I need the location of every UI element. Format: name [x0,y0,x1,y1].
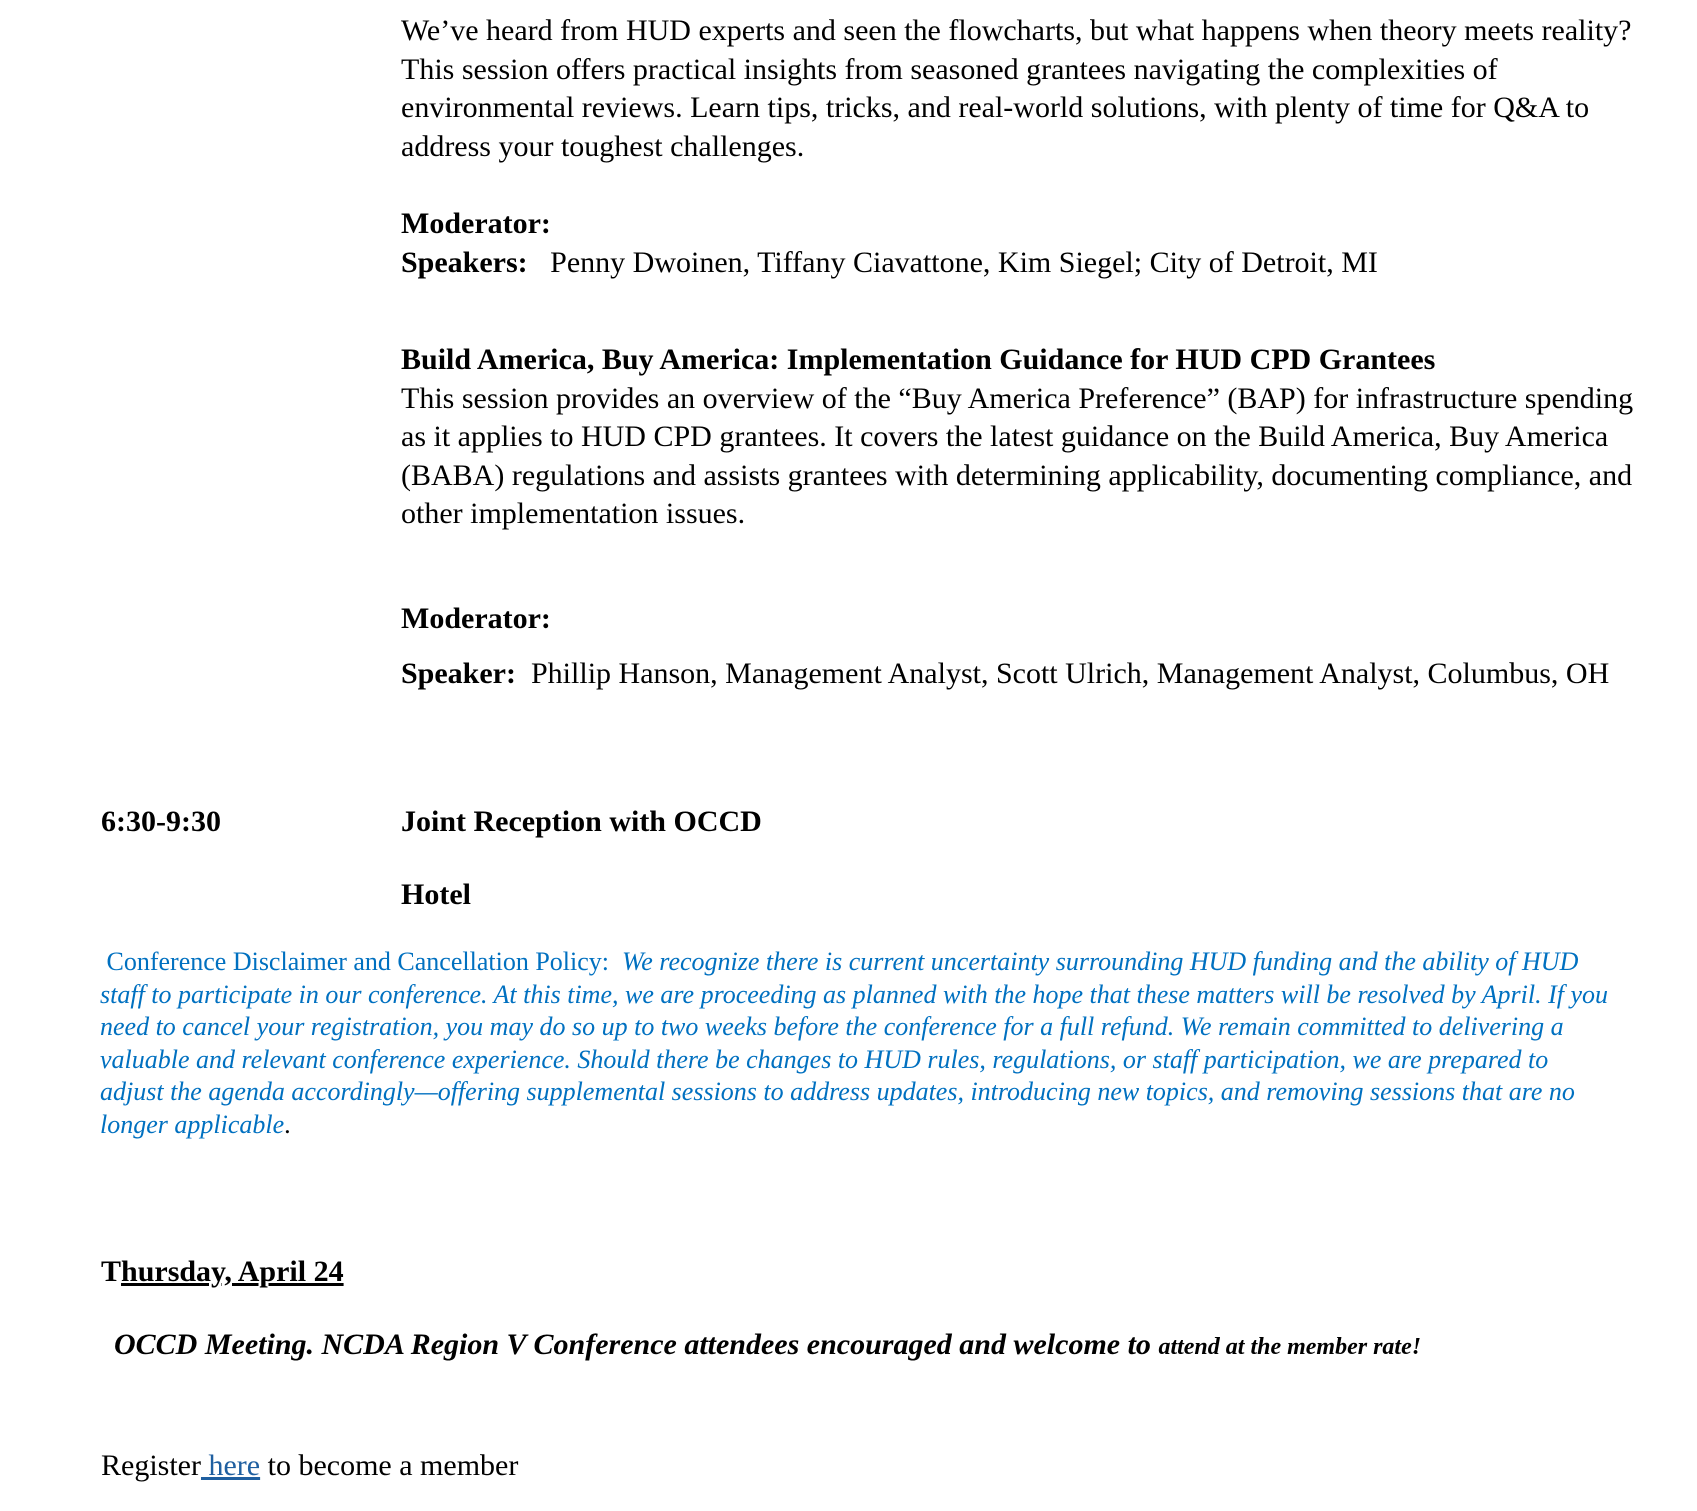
session2-moderator-block [401,600,1641,639]
moderator-label: Moderator: [401,207,551,240]
register-after: to become a member [260,1449,519,1482]
policy-body: We recognize there is current uncertainty surrounding HUD funding and the ability of HUD staff to participate in our conference. At this time, we are proceeding as planned with the hope that these matters will be resolved by April. If you need to cancel your registration, you may do so up to two weeks before the conference for a full refund. We remain committed to delivering a valuable and relevant conference experience. Should there be changes to HUD rules, regulations, or staff participation, we are prepared to adjust the agenda accordingly—offering supplemental sessions to address updates, introducing new topics, and removing sessions that are no longer applicable [100,947,1609,1139]
day-heading [101,1253,344,1291]
session1-credits [401,205,1641,282]
reception-time: 6:30-9:30 [101,805,221,838]
session1-moderator [401,205,1641,244]
session1-description: We’ve heard from HUD experts and seen the flowcharts, but what happens when theory meets reality? This session offers practical insights from seasoned grantees navigating the complexities of environmental reviews. Learn tips, tricks, and real-world solutions, with plenty of time for Q&A to address your toughest challenges. [401,14,1632,163]
speakers-names: Penny Dwoinen, Tiffany Ciavattone, Kim Siegel; City of Detroit, MI [550,245,1378,279]
occd-small-text: attend at the member rate! [1158,1334,1422,1360]
register-line [101,1447,518,1485]
speaker-label: Speaker: [401,657,516,690]
session2-moderator: Moderator: [401,602,551,635]
session2-title: Build America, Buy America: Implementation Guidance for HUD CPD Grantees [401,343,1436,376]
speaker-names: Phillip Hanson, Management Analyst, Scott Ulrich, Management Analyst, Columbus, OH [531,657,1610,690]
reception-title: Joint Reception with OCCD [401,805,762,838]
reception-location: Hotel [401,878,471,911]
day-heading-rest: hursday, April 24 [121,1255,344,1288]
policy-lead: Conference Disclaimer and Cancellation Policy: [106,947,609,976]
session2-speaker-block [401,655,1641,694]
session2-block [401,341,1641,534]
policy-end: . [284,1109,291,1139]
occd-main-text: OCCD Meeting. NCDA Region V Conference attendees encouraged and welcome to [114,1328,1151,1361]
register-before: Register [101,1449,201,1482]
session1-block [401,12,1641,166]
day-heading-initial: T [101,1255,122,1288]
session2-speakers [401,655,1641,694]
occd-meeting-note [114,1326,1421,1366]
session1-speakers [401,244,1641,283]
cancellation-policy [100,946,1612,1141]
register-here-link[interactable]: here [200,1449,261,1482]
speakers-label: Speakers: [401,245,528,279]
session2-description: This session provides an overview of the “Buy America Preference” (BAP) for infrastructure spending as it applies to HUD CPD grantees. It covers the latest guidance on the Build America, Buy America (BABA) regulations and assists grantees with determining applicability, documenting compliance, and other implementation issues. [401,381,1634,530]
